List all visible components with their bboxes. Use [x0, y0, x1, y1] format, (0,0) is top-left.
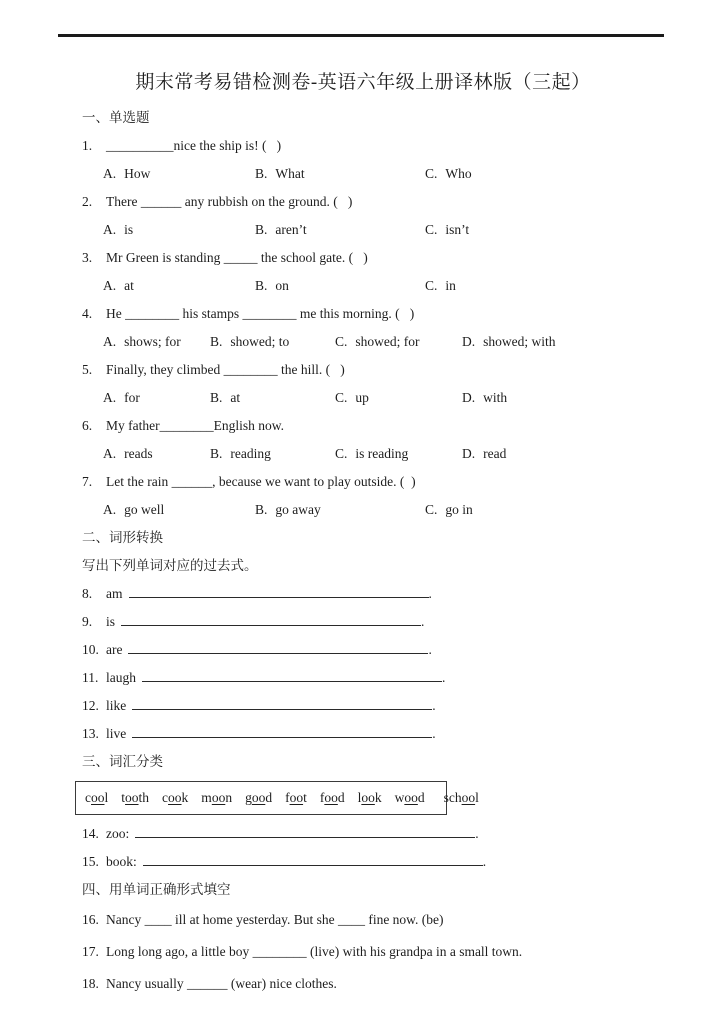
category-item-14 — [82, 820, 668, 848]
option-b — [255, 272, 425, 300]
question-stem: There ______ any rubbish on the ground. ( ) — [106, 194, 353, 209]
question-stem: Nancy usually ______ (wear) nice clothes. — [106, 976, 337, 991]
trailing-period: . — [475, 826, 479, 841]
word-suffix: l — [104, 790, 109, 805]
trailing-period: . — [432, 698, 436, 713]
section-4-heading: 四、用单词正确形式填空 — [82, 882, 231, 897]
fill-question-16 — [82, 904, 668, 936]
word-suffix: th — [138, 790, 150, 805]
option-b — [210, 384, 335, 412]
section-2-note: 写出下列单词对应的过去式。 — [82, 558, 258, 573]
option-label: A. — [103, 446, 117, 461]
option-b — [255, 496, 425, 524]
question-3-options — [82, 272, 668, 300]
word-bank-word — [121, 790, 149, 806]
word-oo-underlined: oo — [324, 790, 338, 805]
option-label: D. — [462, 390, 476, 405]
option-c — [425, 216, 668, 244]
option-text: reads — [124, 446, 153, 461]
section-2-heading: 二、词形转换 — [82, 530, 163, 545]
past-tense-item-11 — [82, 664, 668, 692]
word-bank-word — [285, 790, 307, 806]
option-text: with — [483, 390, 508, 405]
option-label: A. — [103, 278, 117, 293]
word-oo-underlined: oo — [404, 790, 418, 805]
question-number: 2. — [82, 194, 93, 209]
question-number: 6. — [82, 418, 93, 433]
option-label: C. — [335, 390, 348, 405]
base-word: are — [106, 642, 123, 657]
option-label: C. — [425, 166, 438, 181]
option-label: B. — [255, 166, 268, 181]
option-label: A. — [103, 502, 117, 517]
question-number: 4. — [82, 306, 93, 321]
answer-blank — [129, 583, 429, 598]
option-label: B. — [255, 222, 268, 237]
option-c — [425, 496, 668, 524]
question-3-stem-row — [82, 244, 668, 272]
section-1-heading: 一、单选题 — [82, 110, 150, 125]
word-oo-underlined: oo — [91, 790, 105, 805]
base-word: is — [106, 614, 116, 629]
option-label: A. — [103, 222, 117, 237]
option-b — [210, 328, 335, 356]
category-word: zoo: — [106, 826, 130, 841]
option-text: shows; for — [124, 334, 181, 349]
option-a — [103, 328, 210, 356]
word-suffix: d — [265, 790, 273, 805]
base-word: am — [106, 586, 123, 601]
category-item-15 — [82, 848, 668, 876]
option-text: go away — [275, 502, 321, 517]
word-suffix: d — [417, 790, 425, 805]
question-stem: Long long ago, a little boy ________ (live) with his grandpa in a small town. — [106, 944, 523, 959]
question-number: 14. — [82, 826, 99, 841]
answer-blank — [128, 639, 428, 654]
option-text: is — [124, 222, 134, 237]
question-number: 3. — [82, 250, 93, 265]
option-a — [103, 384, 210, 412]
question-5-stem-row — [82, 356, 668, 384]
word-oo-underlined: oo — [461, 790, 476, 805]
word-bank-word — [395, 790, 425, 806]
exam-content — [82, 62, 668, 1000]
word-bank-word — [85, 790, 108, 806]
word-bank-word — [245, 790, 272, 806]
option-text: isn’t — [445, 222, 470, 237]
option-b — [255, 160, 425, 188]
word-prefix: g — [245, 790, 252, 805]
trailing-period: . — [421, 614, 425, 629]
question-number: 5. — [82, 362, 93, 377]
option-text: at — [124, 278, 134, 293]
question-stem: Nancy ____ ill at home yesterday. But she ____ fine now. (be) — [106, 912, 444, 927]
option-label: D. — [462, 334, 476, 349]
question-6-options — [82, 440, 668, 468]
base-word: like — [106, 698, 127, 713]
option-c — [425, 160, 668, 188]
word-suffix: k — [374, 790, 382, 805]
question-2-options — [82, 216, 668, 244]
option-d — [462, 384, 668, 412]
word-oo-underlined: oo — [211, 790, 226, 805]
question-1-stem-row — [82, 132, 668, 160]
word-oo-underlined: oo — [168, 790, 182, 805]
option-text: showed; for — [355, 334, 420, 349]
word-bank-word — [201, 790, 232, 806]
option-text: How — [124, 166, 151, 181]
question-number: 15. — [82, 854, 99, 869]
option-label: C. — [425, 502, 438, 517]
answer-blank — [132, 723, 432, 738]
option-text: showed; with — [483, 334, 556, 349]
question-number: 9. — [82, 614, 93, 629]
word-suffix: n — [225, 790, 233, 805]
past-tense-item-10 — [82, 636, 668, 664]
question-number: 1. — [82, 138, 93, 153]
question-number: 17. — [82, 944, 99, 959]
question-number: 18. — [82, 976, 99, 991]
option-label: C. — [335, 334, 348, 349]
word-prefix: l — [357, 790, 362, 805]
option-text: showed; to — [230, 334, 290, 349]
base-word: laugh — [106, 670, 136, 685]
page-title: 期末常考易错检测卷-英语六年级上册译林版（三起） — [135, 72, 591, 93]
past-tense-item-9 — [82, 608, 668, 636]
question-2-stem-row — [82, 188, 668, 216]
word-oo-underlined: oo — [251, 790, 266, 805]
question-stem: Finally, they climbed ________ the hill. ( ) — [106, 362, 345, 377]
word-bank-word — [358, 790, 382, 806]
question-number: 8. — [82, 586, 93, 601]
option-text: at — [230, 390, 241, 405]
option-text: Who — [445, 166, 472, 181]
option-text: read — [483, 446, 507, 461]
word-suffix: t — [303, 790, 307, 805]
top-rule — [58, 34, 664, 37]
option-label: B. — [255, 278, 268, 293]
trailing-period: . — [442, 670, 446, 685]
question-stem: Mr Green is standing _____ the school gate. ( ) — [106, 250, 368, 265]
question-number: 13. — [82, 726, 99, 741]
option-a — [103, 440, 210, 468]
option-d — [462, 328, 668, 356]
option-label: B. — [210, 446, 223, 461]
question-4-options — [82, 328, 668, 356]
fill-question-18 — [82, 968, 668, 1000]
option-text: on — [275, 278, 289, 293]
question-number: 16. — [82, 912, 99, 927]
option-label: A. — [103, 390, 117, 405]
past-tense-item-13 — [82, 720, 668, 748]
option-text: What — [275, 166, 305, 181]
option-text: go well — [124, 502, 165, 517]
question-number: 12. — [82, 698, 99, 713]
word-prefix: sch — [443, 790, 462, 805]
answer-blank — [143, 851, 483, 866]
question-stem: Let the rain ______, because we want to play outside. ( ) — [106, 474, 416, 489]
word-oo-underlined: oo — [361, 790, 375, 805]
answer-blank — [142, 667, 442, 682]
option-d — [462, 440, 668, 468]
past-tense-item-8 — [82, 580, 668, 608]
word-bank-word — [444, 790, 479, 806]
word-suffix: k — [181, 790, 189, 805]
fill-question-17 — [82, 936, 668, 968]
category-word: book: — [106, 854, 137, 869]
option-c — [335, 440, 462, 468]
question-stem: My father________English now. — [106, 418, 284, 433]
question-number: 10. — [82, 642, 99, 657]
option-a — [103, 496, 255, 524]
option-text: go in — [445, 502, 473, 517]
option-label: C. — [425, 222, 438, 237]
option-text: aren’t — [275, 222, 307, 237]
option-b — [255, 216, 425, 244]
answer-blank — [121, 611, 421, 626]
word-prefix: f — [285, 790, 290, 805]
trailing-period: . — [428, 586, 432, 601]
option-text: up — [355, 390, 369, 405]
option-label: B. — [210, 390, 223, 405]
question-number: 11. — [82, 670, 99, 685]
option-label: A. — [103, 334, 117, 349]
word-bank-word — [320, 790, 345, 806]
question-number: 7. — [82, 474, 93, 489]
option-label: A. — [103, 166, 117, 181]
option-label: C. — [425, 278, 438, 293]
word-suffix: l — [475, 790, 479, 805]
answer-blank — [132, 695, 432, 710]
option-label: D. — [462, 446, 476, 461]
question-7-stem-row — [82, 468, 668, 496]
word-prefix: m — [201, 790, 212, 805]
option-label: B. — [210, 334, 223, 349]
word-suffix: d — [337, 790, 345, 805]
section-3-heading: 三、词汇分类 — [82, 754, 163, 769]
trailing-period: . — [432, 726, 436, 741]
question-6-stem-row — [82, 412, 668, 440]
option-text: reading — [230, 446, 271, 461]
option-c — [335, 384, 462, 412]
question-7-options — [82, 496, 668, 524]
question-1-options — [82, 160, 668, 188]
option-c — [335, 328, 462, 356]
word-bank-word — [162, 790, 188, 806]
option-text: is reading — [355, 446, 409, 461]
question-5-options — [82, 384, 668, 412]
answer-blank — [135, 823, 475, 838]
word-oo-underlined: oo — [125, 790, 139, 805]
word-bank-box — [75, 781, 479, 815]
base-word: live — [106, 726, 127, 741]
trailing-period: . — [482, 854, 487, 869]
word-prefix: t — [121, 790, 126, 805]
option-a — [103, 216, 255, 244]
option-a — [103, 272, 255, 300]
question-stem: __________nice the ship is! ( ) — [106, 138, 282, 153]
option-text: in — [445, 278, 456, 293]
option-text: for — [124, 390, 140, 405]
option-c — [425, 272, 668, 300]
word-prefix: c — [162, 790, 169, 805]
question-stem: He ________ his stamps ________ me this morning. ( ) — [106, 306, 415, 321]
option-b — [210, 440, 335, 468]
word-prefix: f — [319, 790, 325, 805]
option-label: C. — [335, 446, 348, 461]
option-a — [103, 160, 255, 188]
question-4-stem-row — [82, 300, 668, 328]
word-prefix: w — [394, 790, 405, 805]
past-tense-item-12 — [82, 692, 668, 720]
word-oo-underlined: oo — [289, 790, 304, 805]
trailing-period: . — [428, 642, 432, 657]
option-label: B. — [255, 502, 268, 517]
word-prefix: c — [85, 790, 91, 805]
